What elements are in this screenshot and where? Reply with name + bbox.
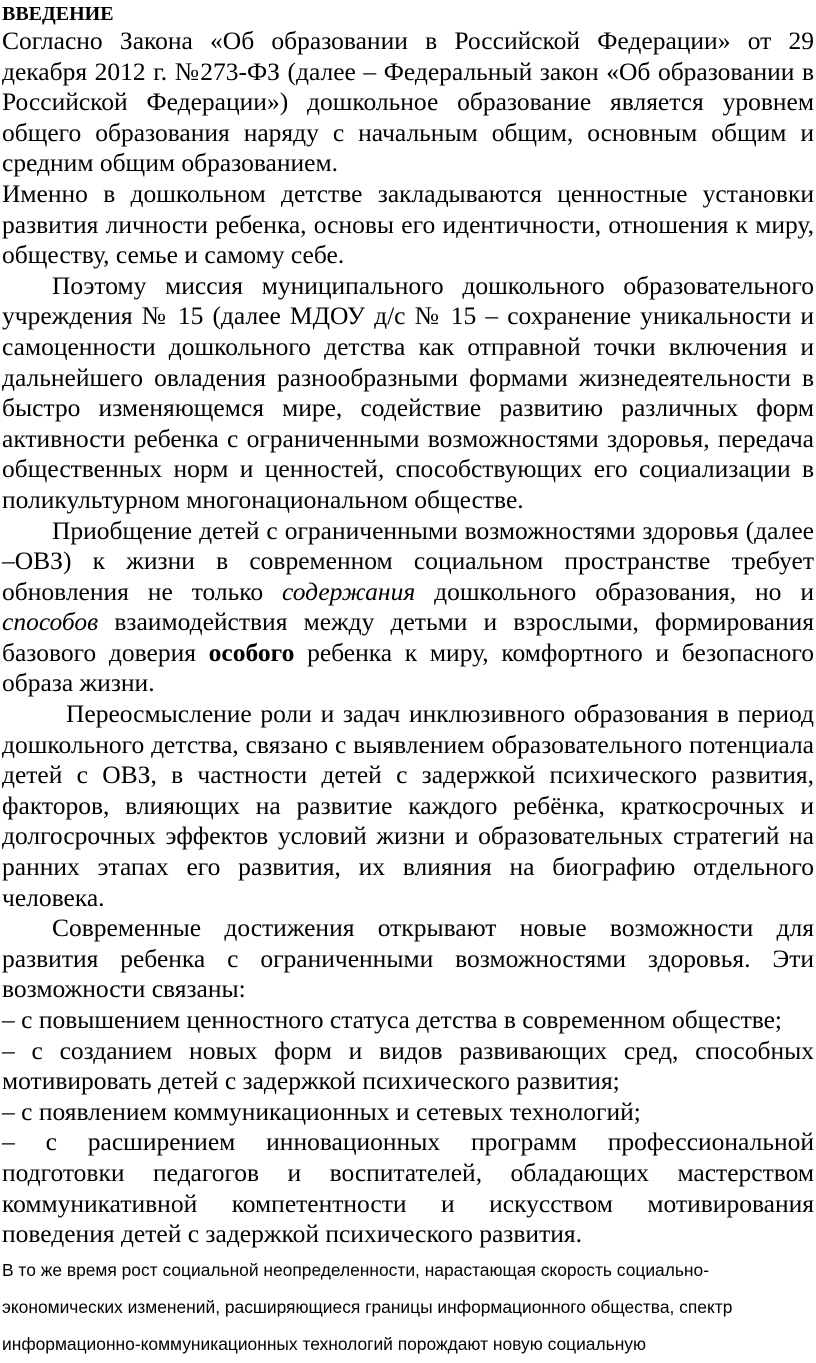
- list-item: – с расширением инновационных программ профессиональной подготовки педагогов и воспитателей, обладающих мастерством коммуникативной компетентности и искусством мотивирования поведения детей с задержкой психического развития.: [2, 1127, 814, 1249]
- paragraph-inclusion-text-2: дошкольного образования, но и: [415, 576, 814, 606]
- paragraph-mission: Поэтому миссия муниципального дошкольного образовательного учреждения № 15 (далее МДОУ д/с № 15 – сохранение уникальности и самоценности дошкольного детства как отправной точки включения и дальнейшего овладения разнообразными формами жизнедеятельности в быстро изменяющемся мире, содействие развитию различных форм активности ребенка с ограниченными возможностями здоровья, передача общественных норм и ценностей, способствующих его социализации в поликультурном многонациональном обществе.: [2, 270, 814, 514]
- paragraph-inclusion-text-3: взаимодействия между детьми и взрослыми, формирования базового доверия: [2, 607, 814, 667]
- list-item: – с появлением коммуникационных и сетевых технологий;: [2, 1096, 641, 1126]
- paragraph-achievements: Современные достижения открывают новые возможности для развития ребенка с ограниченными возможностями здоровья. Эти возможности связаны:: [2, 913, 814, 1004]
- list-item: – с созданием новых форм и видов развивающих сред, способных мотивировать детей с задержкой психического развития;: [2, 1035, 814, 1096]
- paragraph-inclusion-text-1: Приобщение детей с ограниченными возможностями здоровья (далее –ОВЗ) к жизни в современном социальном пространстве требует обновления не только: [2, 515, 814, 606]
- section-heading: ВВЕДЕНИЕ: [2, 3, 114, 25]
- paragraph-inclusion-emphasis-content: содержания: [282, 576, 416, 606]
- paragraph-inclusion: [0, 516, 816, 700]
- paragraph-law: Согласно Закона «Об образовании в Российской Федерации» от 29 декабря 2012 г. №273-ФЗ (далее – Федеральный закон «Об образовании в Российской Федерации») дошкольное образование является уровнем общего образования наряду с начальным общим, основным общим и средним общим образованием.: [2, 26, 814, 178]
- paragraph-childhood: Именно в дошкольном детстве закладываются ценностные установки развития личности ребенка, основы его идентичности, отношения к миру, обществу, семье и самому себе.: [2, 178, 814, 270]
- paragraph-uncertainty: В то же время рост социальной неопределенности, нарастающая скорость социально-экономических изменений, расширяющиеся границы информационного общества, спектр информационно-коммуникационных технологий порождают новую социальную: [2, 1259, 733, 1354]
- paragraph-inclusion-text-4: ребенка к миру, комфортного и безопасного образа жизни.: [2, 637, 814, 698]
- paragraph-rethinking: Переосмысление роли и задач инклюзивного образования в период дошкольного детства, связано с выявлением образовательного потенциала детей с ОВЗ, в частности детей с задержкой психического развития, факторов, влияющих на развитие каждого ребёнка, краткосрочных и долгосрочных эффектов условий жизни и образовательных стратегий на ранних этапах его развития, их влияния на биографию отдельного человека.: [2, 699, 814, 912]
- paragraph-inclusion-strong: особого: [208, 637, 295, 667]
- paragraph-inclusion-emphasis-methods: способов: [2, 607, 99, 637]
- list-item: – с повышением ценностного статуса детства в современном обществе;: [2, 1005, 783, 1034]
